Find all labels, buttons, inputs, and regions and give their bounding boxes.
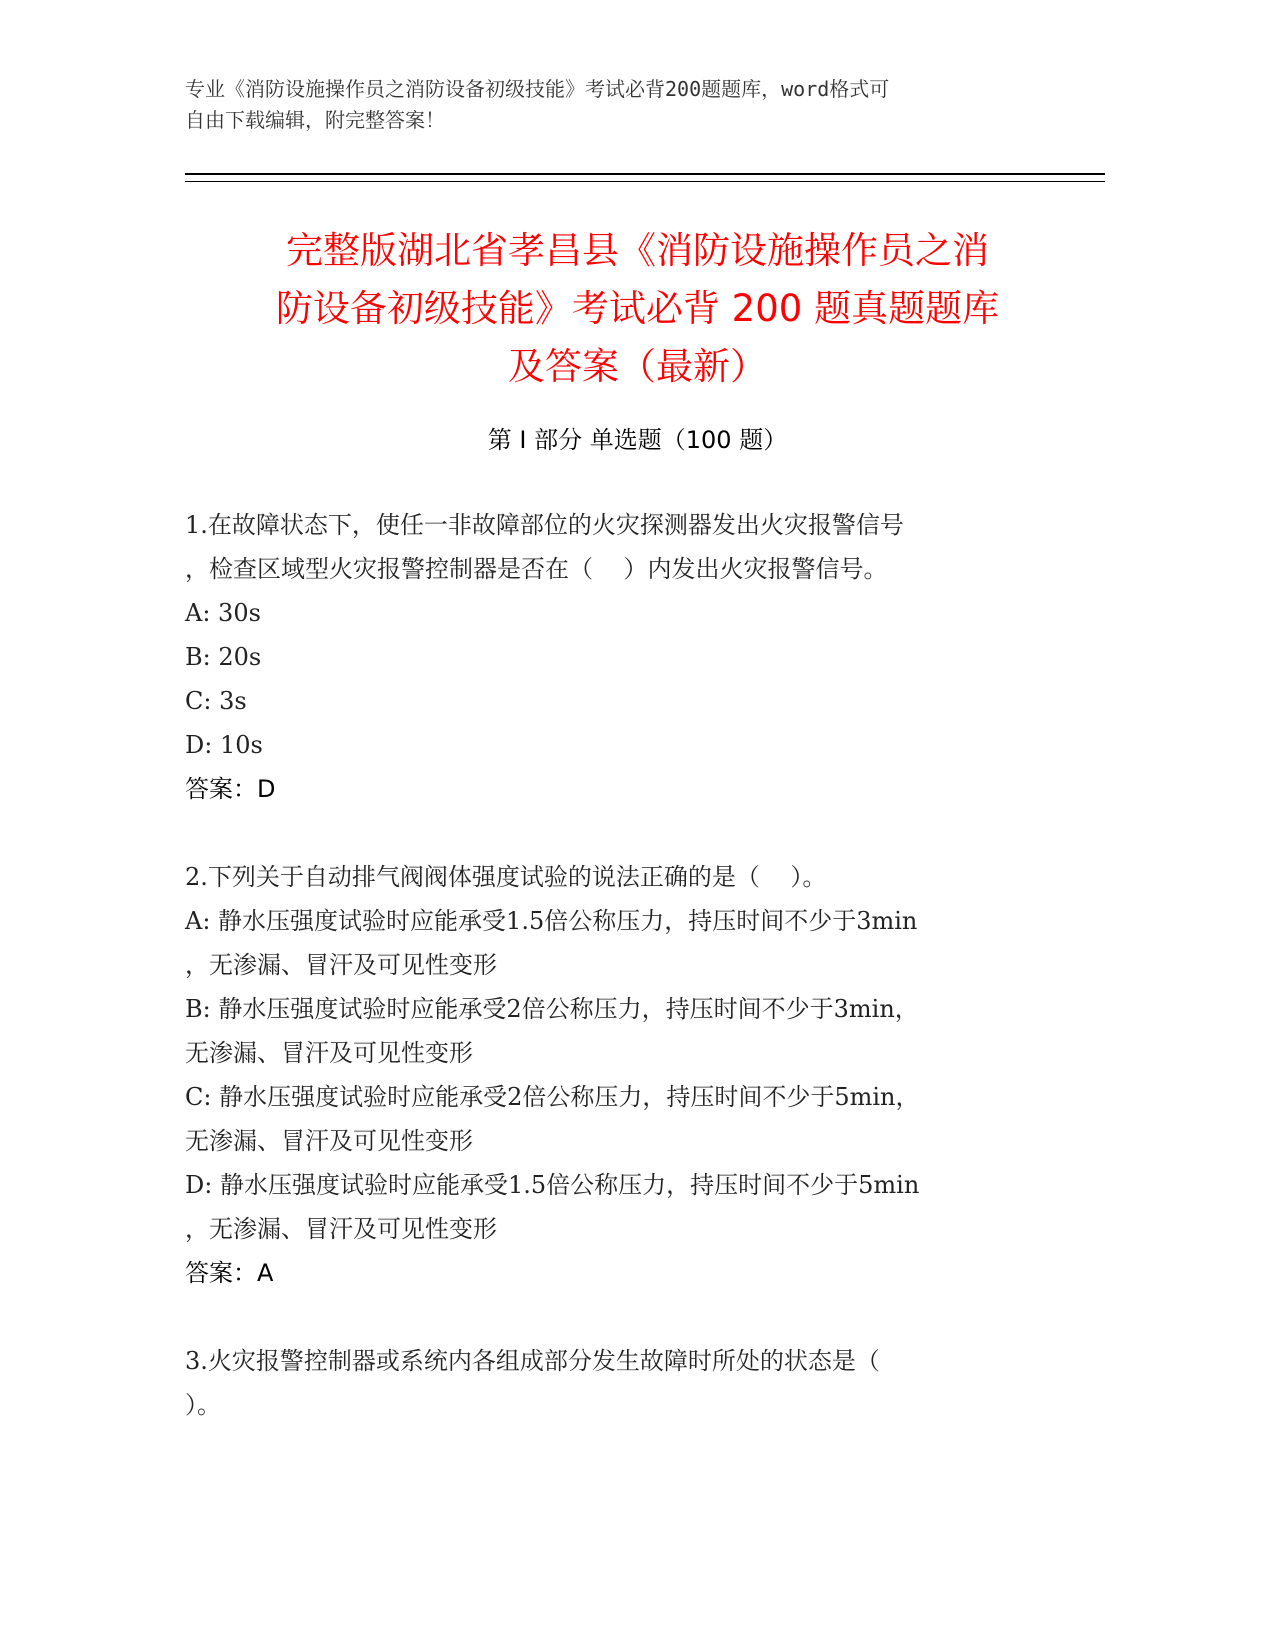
option-c: C: 3s [185, 687, 247, 715]
question-stem: ）。 [185, 1391, 221, 1419]
section-title: 第 I 部分 单选题（100 题） [487, 426, 788, 454]
option-d: D: 静水压强度试验时应能承受1.5倍公称压力，持压时间不少于5min [185, 1171, 920, 1199]
option-d: D: 10s [185, 731, 263, 759]
option-d-continued: ，无渗漏、冒汗及可见性变形 [185, 1215, 497, 1243]
option-c-continued: 无渗漏、冒汗及可见性变形 [185, 1127, 473, 1155]
option-b: B: 20s [185, 643, 262, 671]
title-line: 完整版湖北省孝昌县《消防设施操作员之消 [286, 229, 989, 272]
answer: 答案：A [185, 1259, 274, 1287]
question-2 [185, 855, 1085, 1295]
option-a: A: 30s [185, 599, 261, 627]
title-line: 及答案（最新） [508, 345, 767, 388]
option-b: B: 静水压强度试验时应能承受2倍公称压力，持压时间不少于3min， [185, 995, 919, 1023]
option-b-continued: 无渗漏、冒汗及可见性变形 [185, 1039, 473, 1067]
question-stem: ，检查区域型火灾报警控制器是否在（ ）内发出火灾报警信号。 [185, 555, 888, 583]
header-note [185, 74, 1065, 136]
header-note-line: 专业《消防设施操作员之消防设备初级技能》考试必背200题题库，word格式可 [185, 77, 890, 101]
header-divider-thick [185, 173, 1105, 175]
header-note-line: 自由下载编辑，附完整答案！ [185, 108, 445, 132]
option-a: A: 静水压强度试验时应能承受1.5倍公称压力，持压时间不少于3min [185, 907, 918, 935]
header-divider-thin [185, 181, 1105, 182]
document-title [185, 222, 1090, 396]
question-stem: 3.火灾报警控制器或系统内各组成部分发生故障时所处的状态是（ [185, 1347, 880, 1375]
question-1 [185, 503, 1085, 811]
option-a-continued: ，无渗漏、冒汗及可见性变形 [185, 951, 497, 979]
question-stem: 2.下列关于自动排气阀阀体强度试验的说法正确的是（ ）。 [185, 863, 827, 891]
question-3 [185, 1339, 1085, 1427]
option-c: C: 静水压强度试验时应能承受2倍公称压力，持压时间不少于5min， [185, 1083, 920, 1111]
question-list [185, 503, 1085, 1471]
title-line: 防设备初级技能》考试必背 200 题真题题库 [275, 287, 1000, 330]
question-stem: 1.在故障状态下，使任一非故障部位的火灾探测器发出火灾报警信号 [185, 511, 904, 539]
answer: 答案：D [185, 775, 276, 803]
